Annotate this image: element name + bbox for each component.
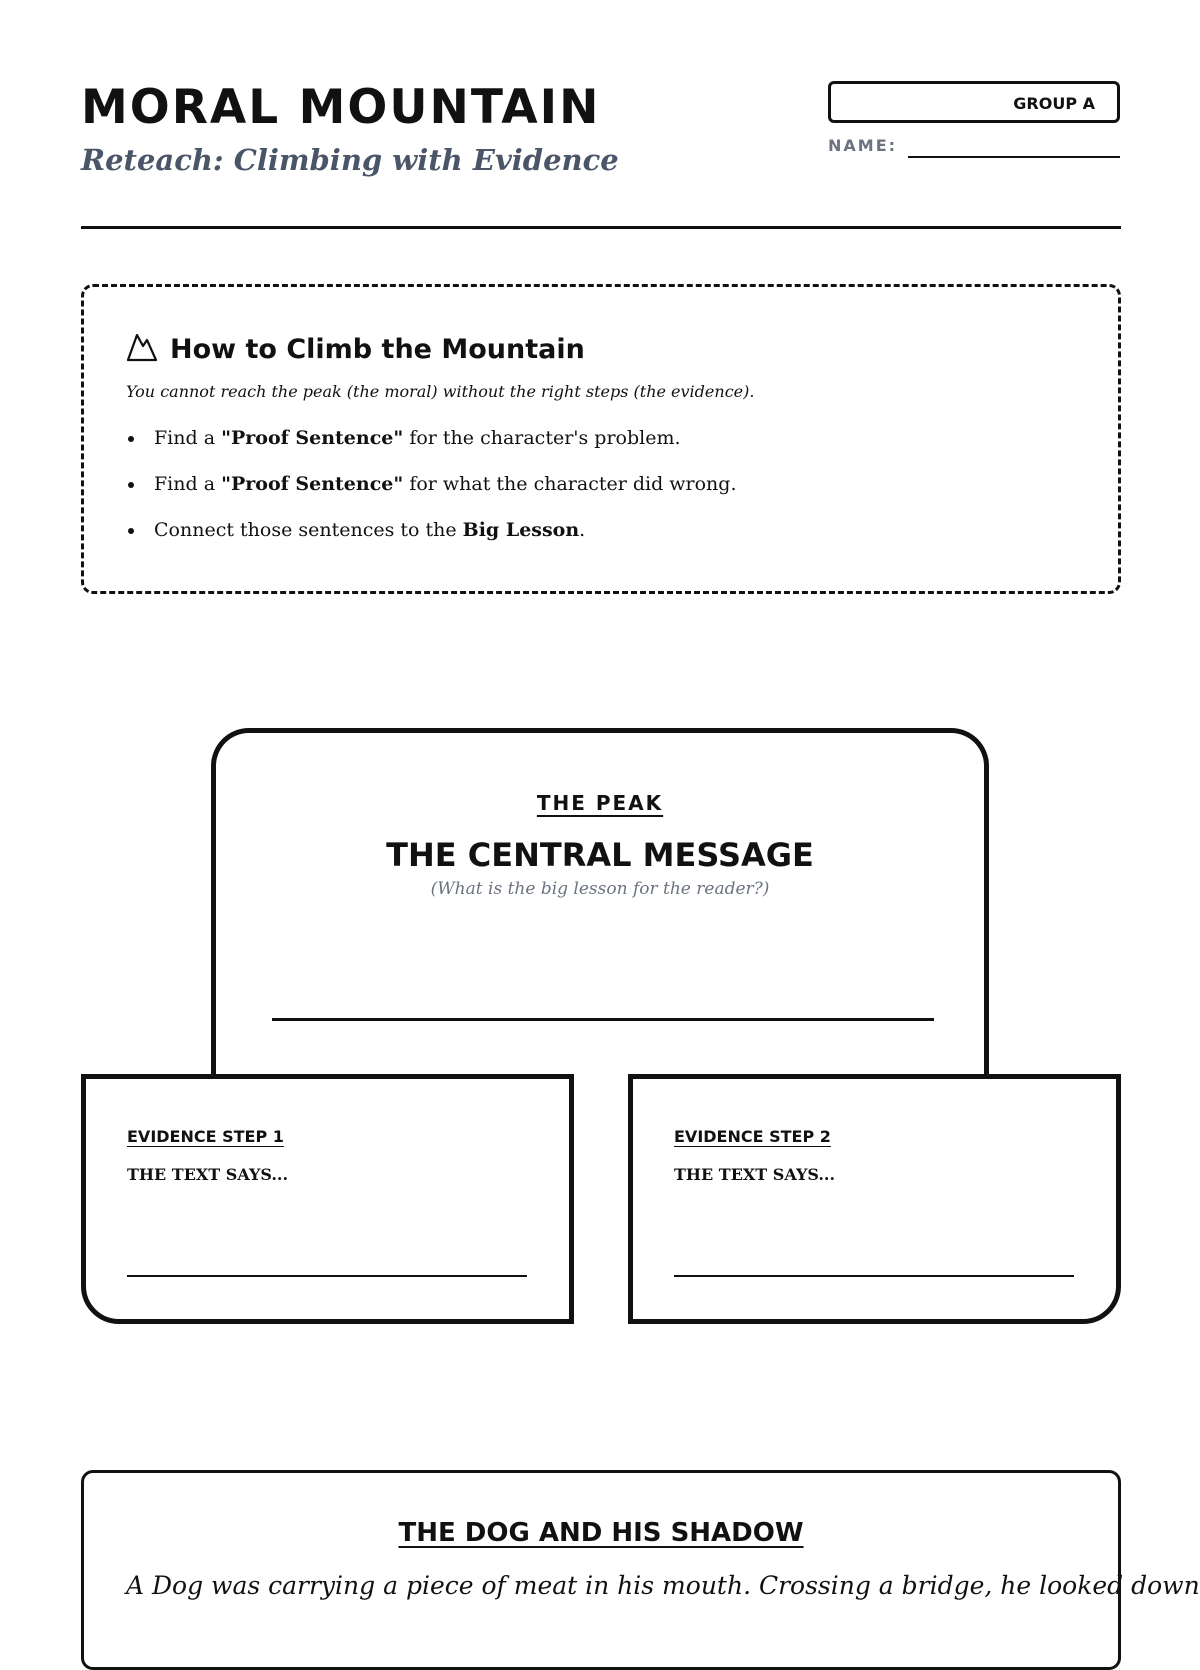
list-item: Connect those sentences to the Big Lesson. <box>126 516 737 562</box>
instructions-title: How to Climb the Mountain <box>170 333 585 365</box>
evidence-step-prompt: THE TEXT SAYS... <box>674 1165 836 1184</box>
central-message-answer-line[interactable] <box>272 1018 934 1021</box>
evidence-step-1-box <box>81 1074 574 1324</box>
peak-hint: (What is the big lesson for the reader?) <box>430 879 770 899</box>
story-title: THE DOG AND HIS SHADOW <box>398 1518 804 1548</box>
group-badge <box>828 81 1120 123</box>
story-box <box>81 1470 1200 1670</box>
evidence-step-prompt: THE TEXT SAYS... <box>127 1165 289 1184</box>
evidence-step-2-box <box>628 1074 1121 1324</box>
name-label: NAME: <box>828 136 898 155</box>
evidence-step-2-answer-line[interactable] <box>674 1275 1074 1277</box>
peak-kicker: THE PEAK <box>536 791 664 815</box>
instructions-header <box>126 332 585 366</box>
page-title: MORAL MOUNTAIN <box>81 80 601 135</box>
evidence-step-1-answer-line[interactable] <box>127 1275 527 1277</box>
instructions-intro: You cannot reach the peak (the moral) without the right steps (the evidence). <box>126 382 755 401</box>
evidence-step-title: EVIDENCE STEP 2 <box>674 1127 831 1146</box>
instructions-list <box>126 424 737 562</box>
mountain-icon <box>126 332 158 366</box>
peak-box <box>211 728 989 1078</box>
group-label: GROUP A <box>1013 94 1095 113</box>
story-text: A Dog was carrying a piece of meat in his mouth. Crossing a bridge, he looked down <box>126 1571 1200 1600</box>
name-answer-line[interactable] <box>908 156 1120 158</box>
peak-title: THE CENTRAL MESSAGE <box>386 836 814 874</box>
evidence-step-title: EVIDENCE STEP 1 <box>127 1127 284 1146</box>
header-divider <box>81 226 1121 229</box>
page-subtitle: Reteach: Climbing with Evidence <box>81 143 619 177</box>
instructions-box <box>81 284 1121 594</box>
list-item: Find a "Proof Sentence" for the character's problem. <box>126 424 737 470</box>
list-item: Find a "Proof Sentence" for what the character did wrong. <box>126 470 737 516</box>
